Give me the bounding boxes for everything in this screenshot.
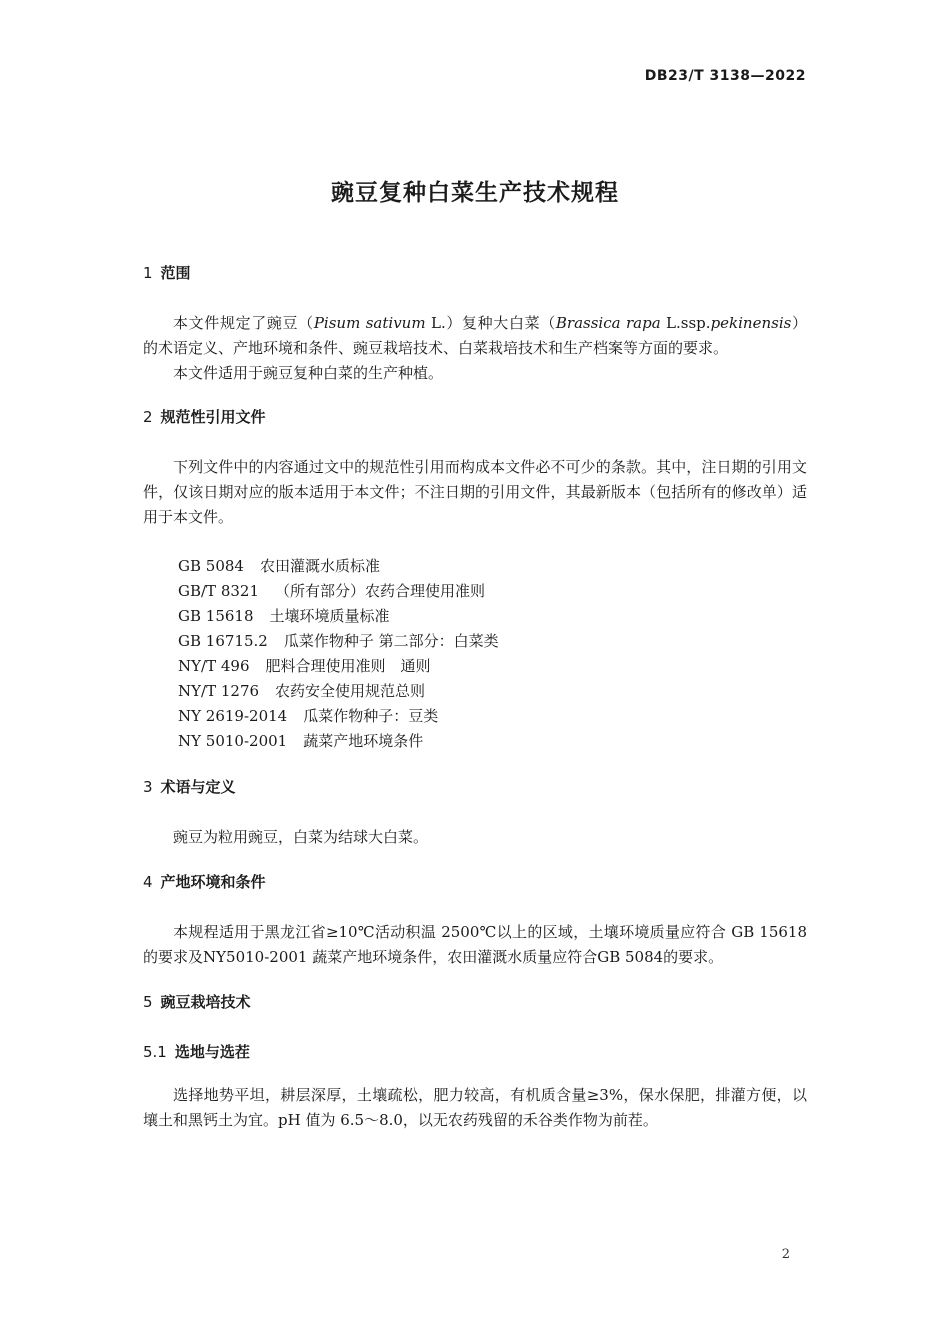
reference-item: [178, 604, 807, 629]
reference-name: 瓜菜作物种子：豆类: [303, 707, 439, 725]
reference-item: [178, 679, 807, 704]
text-run: 本文件规定了豌豆（: [173, 314, 314, 332]
section-title: 规范性引用文件: [160, 408, 266, 426]
references-intro: 下列文件中的内容通过文中的规范性引用而构成本文件必不可少的条款。其中，注日期的引用文件，仅该日期对应的版本适用于本文件；不注日期的引用文件，其最新版本（包括所有的修改单）适用于本文件。: [143, 458, 807, 526]
section-number: 5.1: [143, 1043, 167, 1061]
page-number: 2: [781, 1247, 790, 1262]
reference-name: 肥料合理使用准则 通则: [265, 657, 431, 675]
section-title: 产地环境和条件: [160, 873, 266, 891]
section-title: 范围: [160, 264, 191, 282]
subsection-5-1-heading: [143, 1041, 807, 1063]
latin-name: Pisum sativum: [313, 314, 426, 332]
document-title: 豌豆复种白菜生产技术规程: [331, 180, 619, 206]
text-run: L.）复种大白菜（: [425, 314, 556, 332]
latin-name: Brassica rapa: [555, 314, 661, 332]
reference-code: NY 5010-2001: [178, 732, 288, 750]
reference-name: 瓜菜作物种子 第二部分：白菜类: [283, 632, 499, 650]
reference-item: [178, 654, 807, 679]
reference-item: [178, 629, 807, 654]
reference-code: GB 15618: [178, 607, 254, 625]
section-number: 5: [143, 993, 153, 1011]
section-title: 选地与选茬: [174, 1043, 250, 1061]
reference-name: 蔬菜产地环境条件: [303, 732, 424, 750]
document-body: [143, 262, 807, 1133]
section-5-heading: [143, 991, 807, 1013]
section-title: 豌豆栽培技术: [160, 993, 251, 1011]
reference-name: 农田灌溉水质标准: [259, 557, 380, 575]
latin-name: pekinensis: [710, 314, 792, 332]
reference-item: [178, 704, 807, 729]
reference-name: （所有部分）农药合理使用准则: [275, 582, 486, 600]
document-code: DB23/T 3138—2022: [644, 68, 806, 84]
reference-code: NY 2619-2014: [178, 707, 288, 725]
reference-code: NY/T 1276: [178, 682, 260, 700]
section-number: 1: [143, 264, 153, 282]
scope-paragraph: [143, 311, 807, 361]
reference-item: [178, 579, 807, 604]
reference-code: GB/T 8321: [178, 582, 260, 600]
section-number: 2: [143, 408, 153, 426]
section-number: 4: [143, 873, 153, 891]
text-run: ）的术语定义、产地环境和条件、豌豆栽培技术、白菜栽培技术和生产档案等方面的要求。: [143, 314, 807, 357]
reference-list: [143, 554, 807, 754]
reference-item: [178, 729, 807, 754]
section-number: 3: [143, 778, 153, 796]
text-run: L.ssp.: [660, 314, 711, 332]
environment-paragraph: 本规程适用于黑龙江省≥10℃活动积温 2500℃以上的区域，土壤环境质量应符合 GB 15618的要求及NY5010-2001 蔬菜产地环境条件，农田灌溉水质量应符合GB 5084的要求。: [143, 923, 807, 966]
section-1-heading: [143, 262, 807, 284]
reference-item: [178, 554, 807, 579]
section-2-heading: [143, 406, 807, 428]
reference-code: GB 16715.2: [178, 632, 268, 650]
reference-name: 农药安全使用规范总则: [275, 682, 426, 700]
reference-name: 土壤环境质量标准: [269, 607, 390, 625]
reference-code: NY/T 496: [178, 657, 250, 675]
section-3-heading: [143, 776, 807, 798]
reference-code: GB 5084: [178, 557, 244, 575]
section-4-heading: [143, 871, 807, 893]
terms-paragraph: 豌豆为粒用豌豆，白菜为结球大白菜。: [173, 828, 429, 846]
scope-applicability: 本文件适用于豌豆复种白菜的生产种植。: [173, 364, 444, 382]
section-title: 术语与定义: [160, 778, 236, 796]
site-selection-paragraph: 选择地势平坦，耕层深厚，土壤疏松，肥力较高，有机质含量≥3%，保水保肥，排灌方便，以壤土和黑钙土为宜。pH 值为 6.5～8.0，以无农药残留的禾谷类作物为前茬。: [143, 1086, 807, 1129]
